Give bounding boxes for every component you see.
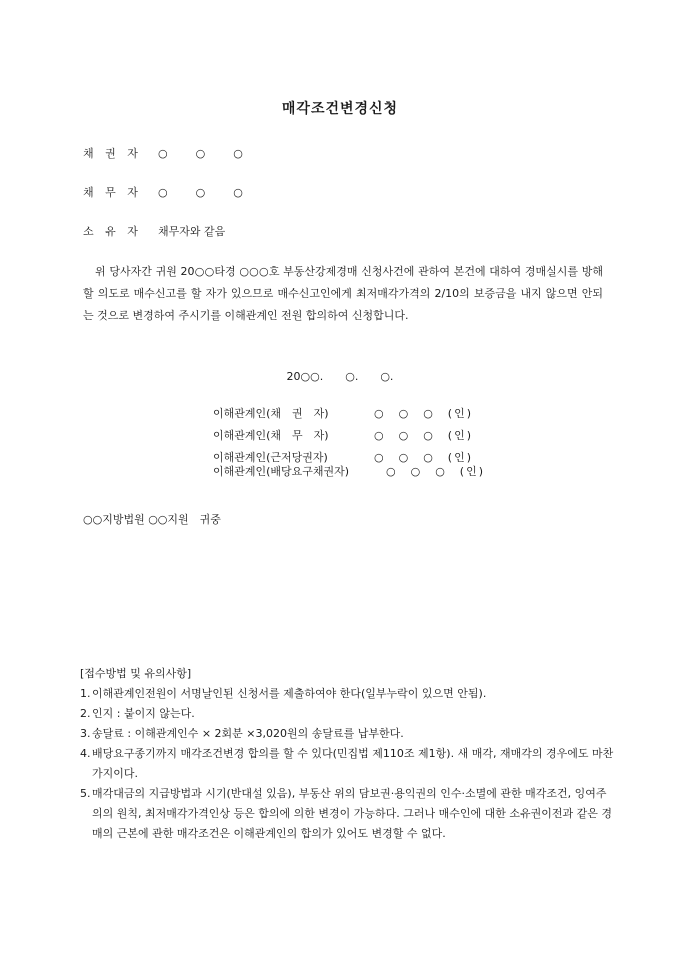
note-item — [80, 784, 615, 844]
signature-mark-debtor: ○ ○ ○ (인) — [374, 429, 474, 442]
note-number: 1. — [80, 687, 91, 700]
signature-name-mortgagee: 이해관계인(근저당권자) — [213, 451, 328, 464]
signature-name-debtor: 이해관계인(채 무 자) — [213, 429, 329, 442]
note-item — [80, 704, 615, 724]
owner-label: 소 유 자 — [83, 225, 142, 238]
note-number: 2. — [80, 707, 91, 720]
court-addressee: ○○지방법원 ○○지원 귀중 — [83, 513, 221, 526]
signature-mark-distribution-creditor: ○ ○ ○ (인) — [386, 465, 486, 478]
page-title: 매각조건변경신청 — [281, 101, 399, 117]
note-item — [80, 724, 615, 744]
notes-section — [80, 664, 615, 844]
debtor-value: ○ ○ ○ — [158, 186, 245, 199]
debtor-label: 채 무 자 — [83, 186, 142, 199]
note-text: 이해관계인전원이 서명날인된 신청서를 제출하여야 한다(일부누락이 있으면 안됨). — [92, 687, 487, 700]
application-date: 20○○. ○. ○. — [286, 370, 394, 383]
owner-value: 채무자와 같음 — [158, 225, 226, 238]
notes-list — [80, 684, 615, 844]
signature-name-distribution-creditor: 이해관계인(배당요구채권자) — [213, 465, 350, 478]
creditor-label: 채 권 자 — [83, 147, 142, 160]
creditor-value: ○ ○ ○ — [158, 147, 245, 160]
note-item — [80, 744, 615, 784]
notes-heading: [접수방법 및 유의사항] — [80, 667, 192, 680]
signature-name-creditor: 이해관계인(채 권 자) — [213, 407, 329, 420]
note-text: 배당요구종기까지 매각조건변경 합의를 할 수 있다(민집법 제110조 제1항). 새 매각, 재매각의 경우에도 마찬가지이다. — [92, 747, 614, 780]
signature-mark-mortgagee: ○ ○ ○ (인) — [374, 451, 474, 464]
note-number: 4. — [80, 747, 91, 760]
note-text: 인지 : 붙이지 않는다. — [92, 707, 195, 720]
note-item — [80, 684, 615, 704]
note-text: 매각대금의 지급방법과 시기(반대설 있음), 부동산 위의 담보권·용익권의 인수·소멸에 관한 매각조건, 잉여주의의 원칙, 최저매각가격인상 등은 합의에 의한 변경이 가능하다. 그러나 매수인에 대한 소유권이전과 같은 경매의 근본에 관한 매각조건은 이해관계인의 합의가 있어도 변경할 수 없다. — [92, 787, 612, 840]
note-number: 3. — [80, 727, 91, 740]
signature-mark-creditor: ○ ○ ○ (인) — [374, 407, 474, 420]
note-text: 송달료 : 이해관계인수 × 2회분 ×3,020원의 송달료를 납부한다. — [92, 727, 404, 740]
application-body — [83, 261, 603, 327]
note-number: 5. — [80, 787, 91, 800]
application-body-text: 위 당사자간 귀원 20○○타경 ○○○호 부동산강제경매 신청사건에 관하여 본건에 대하여 경매실시를 방해할 의도로 매수신고를 할 자가 있으므로 매수신고인에게 최저매각가격의 2/10의 보증금을 내지 않으면 안되는 것으로 변경하여 주시기를 이해관계인 전원 합의하여 신청합니다. — [83, 265, 603, 322]
